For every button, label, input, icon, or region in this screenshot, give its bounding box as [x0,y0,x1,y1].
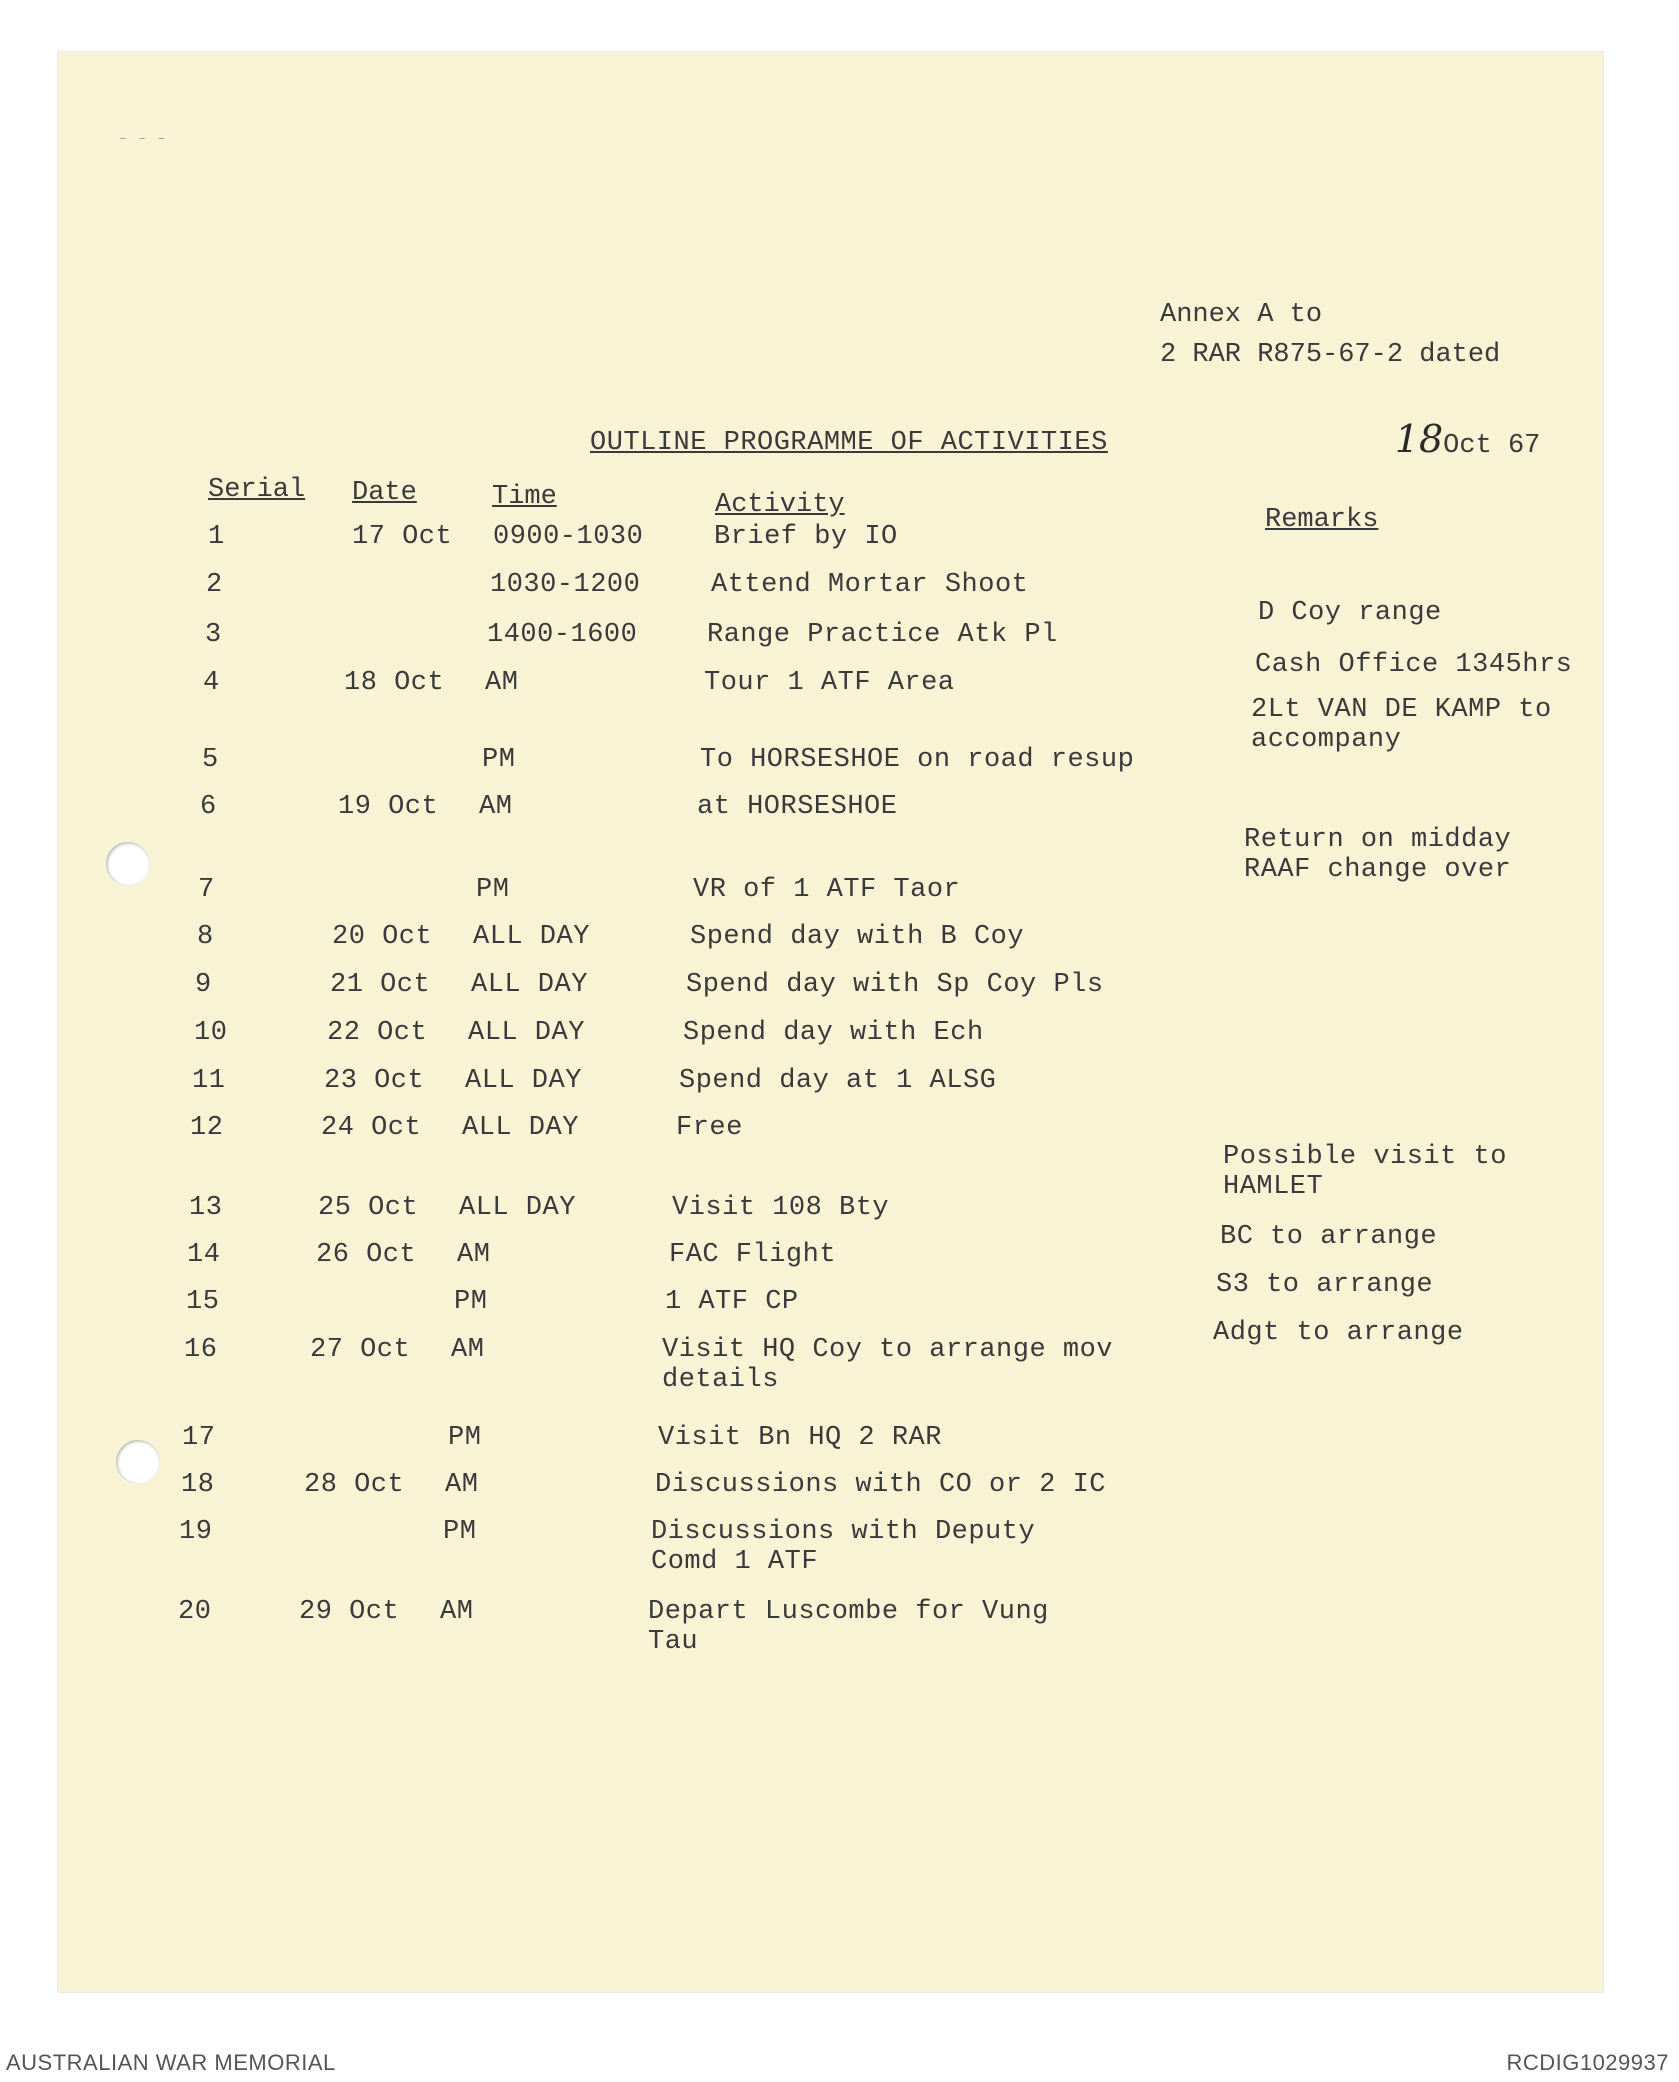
row-6-time: AM [479,792,513,822]
row-11-date: 23 Oct [324,1066,425,1096]
row-20-activity: Depart Luscombe for Vung Tau [648,1597,1049,1657]
row-6-serial: 6 [200,792,217,822]
footer-source: AUSTRALIAN WAR MEMORIAL [6,2050,336,2075]
header-serial: Serial [208,475,306,505]
punch-hole [116,1440,160,1484]
row-9-time: ALL DAY [471,970,588,1000]
row-2-activity: Attend Mortar Shoot [711,570,1029,600]
row-9-serial: 9 [195,970,212,1000]
row-8-time: ALL DAY [473,922,590,952]
row-1-date: 17 Oct [352,522,453,552]
row-18-date: 28 Oct [304,1470,405,1500]
row-4-date: 18 Oct [344,668,445,698]
row-17-time: PM [448,1423,482,1453]
row-3-remarks: D Coy range [1258,598,1442,628]
header-activity: Activity [715,490,845,520]
stray-marks: ⁻ ⁻ ⁻ [118,134,167,152]
row-10-serial: 10 [194,1018,228,1048]
row-17-serial: 17 [182,1423,216,1453]
row-2-time: 1030-1200 [490,570,641,600]
header-time: Time [492,482,557,512]
row-14-serial: 14 [187,1240,221,1270]
row-12-date: 24 Oct [321,1113,422,1143]
row-7-activity: VR of 1 ATF Taor [693,875,961,905]
row-19-time: PM [443,1517,477,1547]
header-remarks: Remarks [1265,505,1379,535]
row-5-remarks: 2Lt VAN DE KAMP to accompany [1251,695,1552,755]
row-16-time: AM [451,1335,485,1365]
row-17-activity: Visit Bn HQ 2 RAR [658,1423,942,1453]
annex-line-1: Annex A to [1160,300,1323,330]
row-7-remarks: Return on midday RAAF change over [1244,825,1512,885]
row-11-serial: 11 [192,1066,226,1096]
annex-date: Oct 67 [1443,431,1541,461]
document-title: OUTLINE PROGRAMME OF ACTIVITIES [590,428,1108,458]
row-2-serial: 2 [206,570,223,600]
row-4-remarks: Cash Office 1345hrs [1255,650,1573,680]
row-4-activity: Tour 1 ATF Area [704,668,955,698]
header-date: Date [352,478,417,508]
row-12-time: ALL DAY [462,1113,579,1143]
row-13-time: ALL DAY [459,1193,576,1223]
row-3-time: 1400-1600 [487,620,638,650]
row-8-activity: Spend day with B Coy [690,922,1025,952]
row-3-activity: Range Practice Atk Pl [707,620,1058,650]
row-5-serial: 5 [202,745,219,775]
annex-reference [1160,295,1540,506]
handwritten-day: 18 [1394,417,1444,461]
row-16-serial: 16 [184,1335,218,1365]
row-3-serial: 3 [205,620,222,650]
row-1-activity: Brief by IO [714,522,898,552]
row-18-time: AM [445,1470,479,1500]
row-11-time: ALL DAY [465,1066,582,1096]
row-12-serial: 12 [190,1113,224,1143]
row-20-date: 29 Oct [299,1597,400,1627]
row-6-activity: at HORSESHOE [697,792,898,822]
row-15-activity: 1 ATF CP [665,1287,799,1317]
punch-hole [106,842,150,886]
row-10-activity: Spend day with Ech [683,1018,984,1048]
row-20-time: AM [440,1597,474,1627]
row-6-date: 19 Oct [338,792,439,822]
row-19-activity: Discussions with Deputy Comd 1 ATF [651,1517,1036,1577]
row-18-serial: 18 [181,1470,215,1500]
row-20-serial: 20 [178,1597,212,1627]
row-4-serial: 4 [203,668,220,698]
row-7-time: PM [476,875,510,905]
row-1-time: 0900-1030 [493,522,644,552]
row-19-serial: 19 [179,1517,213,1547]
row-15-serial: 15 [186,1287,220,1317]
row-10-time: ALL DAY [468,1018,585,1048]
row-1-serial: 1 [208,522,225,552]
annex-line-2: 2 RAR R875-67-2 dated [1160,340,1501,370]
row-16-activity: Visit HQ Coy to arrange mov details [662,1335,1113,1395]
row-14-remarks: BC to arrange [1220,1222,1438,1252]
row-12-activity: Free [676,1113,743,1143]
row-13-date: 25 Oct [318,1193,419,1223]
row-5-time: PM [482,745,516,775]
footer-id: RCDIG1029937 [1506,2050,1669,2075]
row-4-time: AM [485,668,519,698]
row-16-date: 27 Oct [310,1335,411,1365]
row-7-serial: 7 [198,875,215,905]
row-16-remarks: Adgt to arrange [1213,1318,1464,1348]
row-13-serial: 13 [189,1193,223,1223]
row-9-date: 21 Oct [330,970,431,1000]
row-15-time: PM [454,1287,488,1317]
row-14-time: AM [457,1240,491,1270]
row-15-remarks: S3 to arrange [1216,1270,1434,1300]
row-13-activity: Visit 108 Bty [672,1193,890,1223]
row-8-serial: 8 [197,922,214,952]
row-14-activity: FAC Flight [669,1240,837,1270]
row-5-activity: To HORSESHOE on road resup [700,745,1135,775]
row-14-date: 26 Oct [316,1240,417,1270]
row-10-date: 22 Oct [327,1018,428,1048]
row-18-activity: Discussions with CO or 2 IC [655,1470,1106,1500]
row-9-activity: Spend day with Sp Coy Pls [686,970,1104,1000]
row-13-remarks: Possible visit to HAMLET [1223,1142,1507,1202]
row-8-date: 20 Oct [332,922,433,952]
row-11-activity: Spend day at 1 ALSG [679,1066,997,1096]
